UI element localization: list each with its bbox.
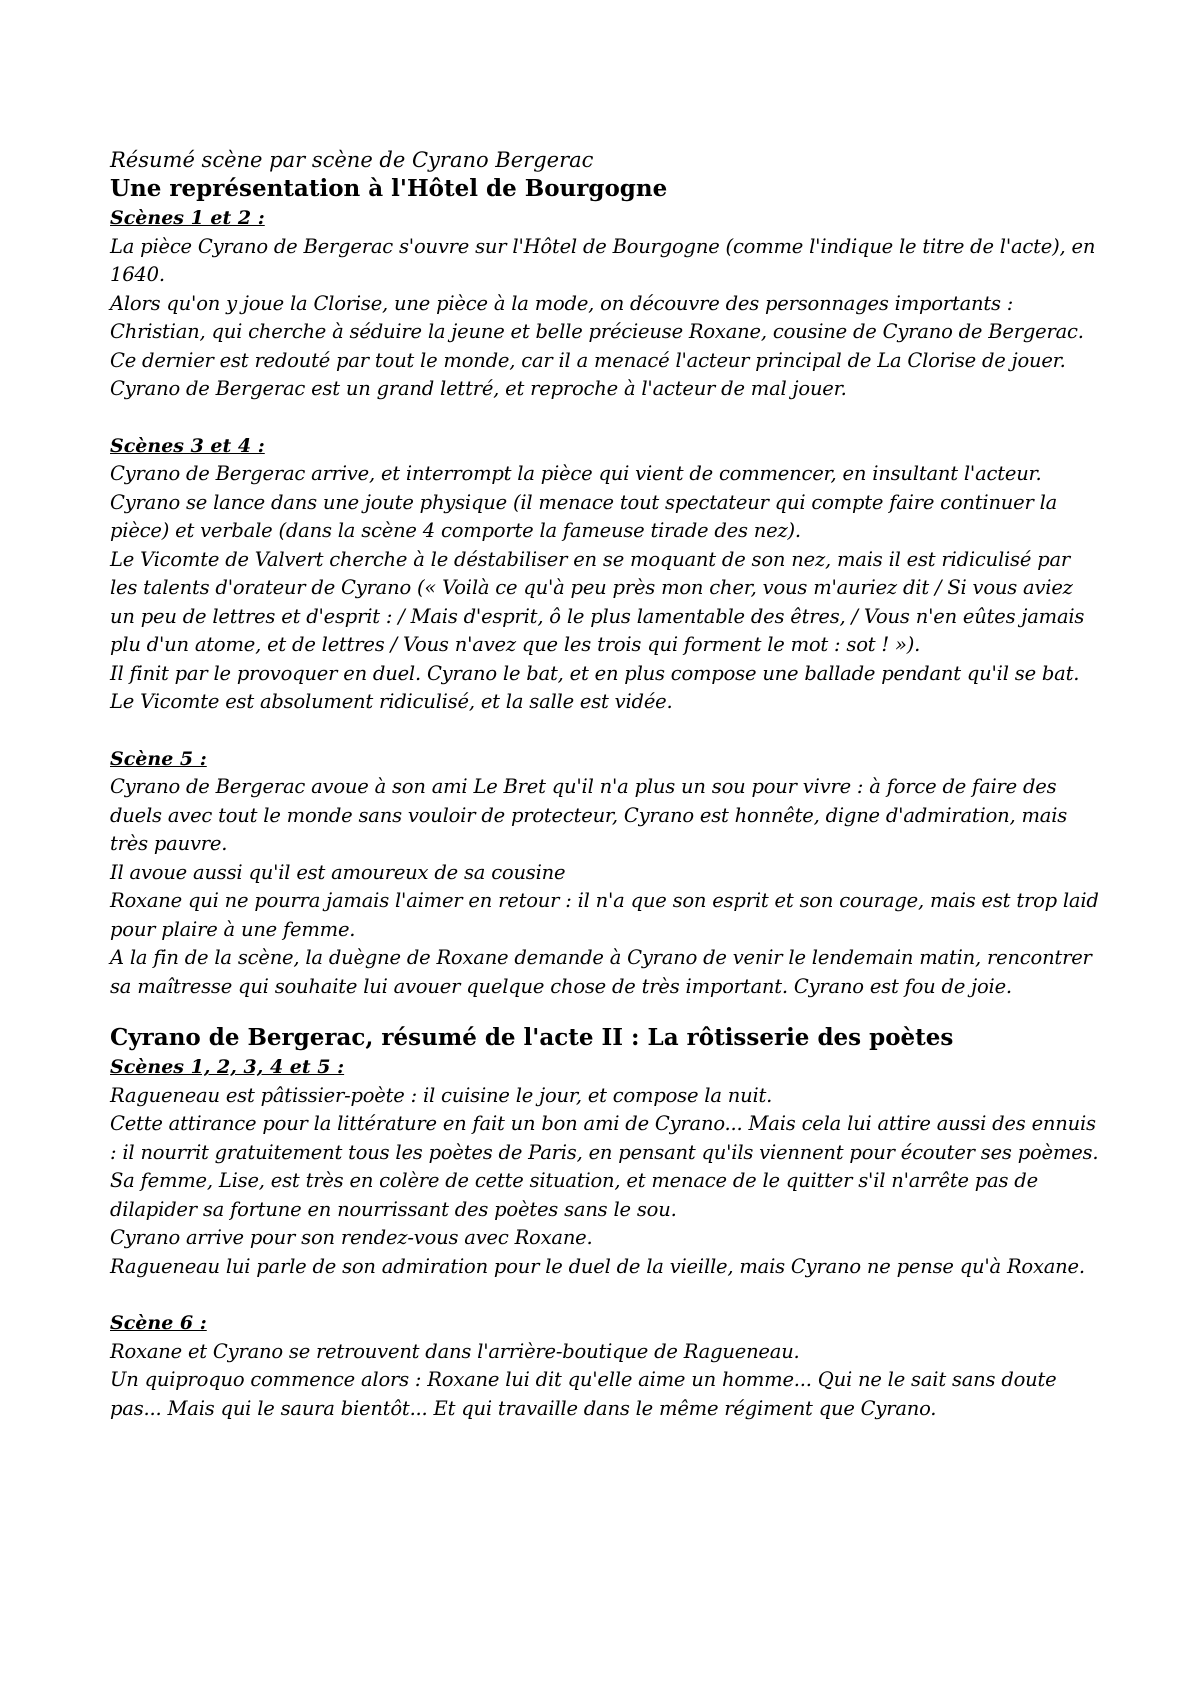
paragraph: La pièce Cyrano de Bergerac s'ouvre sur l'Hôtel de Bourgogne (comme l'indique le titre de l'acte), en 1640. xyxy=(110,234,1096,286)
paragraph: Cyrano de Bergerac avoue à son ami Le Bret qu'il n'a plus un sou pour vivre : à force de faire des duels avec tout le monde sans vouloir de protecteur, Cyrano est honnête, digne d'admiration, mais très pauvre. xyxy=(110,775,1068,855)
document-title: Résumé scène par scène de Cyrano Bergerac xyxy=(110,148,594,172)
section-heading: Cyrano de Bergerac, résumé de l'acte II : La rôtisserie des poètes xyxy=(110,1024,954,1051)
paragraph: Cyrano de Bergerac est un grand lettré, et reproche à l'acteur de mal jouer. xyxy=(110,377,847,400)
paragraph: Le Vicomte de Valvert cherche à le déstabiliser en se moquant de son nez, mais il est ridiculisé par les talents d'orateur de Cyrano (« Voilà ce qu'à peu près mon cher, vous m'auriez dit / Si vous aviez un peu de lettres et d'esprit : / Mais d'esprit, ô le plus lamentable des êtres, / Vous n'en eûtes jamais plu d'un atome, et de lettres / Vous n'avez que les trois qui forment le mot : sot ! »). xyxy=(110,547,1085,656)
paragraph: Un quiproquo commence alors : Roxane lui dit qu'elle aime un homme... Qui ne le sait sans doute pas... Mais qui le saura bientôt... Et qui travaille dans le même régiment que Cyrano. xyxy=(110,1368,1057,1420)
paragraph: Le Vicomte est absolument ridiculisé, et la salle est vidée. xyxy=(110,690,673,713)
paragraph: Ce dernier est redouté par tout le monde, car il a menacé l'acteur principal de La Clorise de jouer. xyxy=(110,348,1066,372)
paragraph: Roxane qui ne pourra jamais l'aimer en retour : il n'a que son esprit et son courage, mais est trop laid pour plaire à une femme. xyxy=(110,889,1099,941)
paragraph: Ragueneau est pâtissier-poète : il cuisine le jour, et compose la nuit. xyxy=(110,1083,773,1107)
paragraph: Cyrano se lance dans une joute physique (il menace tout spectateur qui compte faire continuer la pièce) et verbale (dans la scène 4 comporte la fameuse tirade des nez). xyxy=(110,490,1058,542)
paragraph: Cyrano de Bergerac arrive, et interrompt la pièce qui vient de commencer, en insultant l'acteur. xyxy=(110,462,1042,485)
scene-heading: Scène 6 : xyxy=(110,1312,207,1334)
section-heading: Une représentation à l'Hôtel de Bourgogne xyxy=(110,175,668,202)
paragraph: Roxane et Cyrano se retrouvent dans l'arrière-boutique de Ragueneau. xyxy=(110,1339,800,1363)
scene-block xyxy=(110,432,1100,717)
document-page xyxy=(110,146,1100,1423)
section-act-2 xyxy=(110,1023,1100,1423)
paragraph: Ragueneau lui parle de son admiration pour le duel de la vieille, mais Cyrano ne pense qu'à Roxane. xyxy=(110,1254,1085,1278)
scene-heading: Scènes 1, 2, 3, 4 et 5 : xyxy=(110,1056,345,1078)
scene-heading: Scènes 1 et 2 : xyxy=(110,207,265,229)
paragraph: Cette attirance pour la littérature en fait un bon ami de Cyrano... Mais cela lui attire aussi des ennuis : il nourrit gratuitement tous les poètes de Paris, en pensant qu'ils viennent pour écouter ses poèmes. xyxy=(110,1112,1099,1164)
paragraph: Il finit par le provoquer en duel. Cyrano le bat, et en plus compose une ballade pendant qu'il se bat. xyxy=(110,661,1080,685)
scene-heading: Scènes 3 et 4 : xyxy=(110,434,265,457)
section-act-1 xyxy=(110,174,1100,1001)
scene-heading: Scène 5 : xyxy=(110,747,207,770)
scene-block xyxy=(110,745,1100,1002)
scene-block xyxy=(110,1309,1100,1423)
paragraph: Alors qu'on y joue la Clorise, une pièce à la mode, on découvre des personnages importants : Christian, qui cherche à séduire la jeune et belle précieuse Roxane, cousine de Cyrano de Bergerac. xyxy=(110,291,1084,343)
paragraph: Il avoue aussi qu'il est amoureux de sa cousine xyxy=(110,860,566,884)
scene-block xyxy=(110,204,1100,404)
scene-block xyxy=(110,1053,1100,1281)
paragraph: Sa femme, Lise, est très en colère de cette situation, et menace de le quitter s'il n'arrête pas de dilapider sa fortune en nourrissant des poètes sans le sou. xyxy=(110,1169,1038,1221)
paragraph: Cyrano arrive pour son rendez-vous avec Roxane. xyxy=(110,1226,593,1249)
paragraph: A la fin de la scène, la duègne de Roxane demande à Cyrano de venir le lendemain matin, rencontrer sa maîtresse qui souhaite lui avouer quelque chose de très important. Cyrano est fou de joie. xyxy=(110,946,1092,998)
